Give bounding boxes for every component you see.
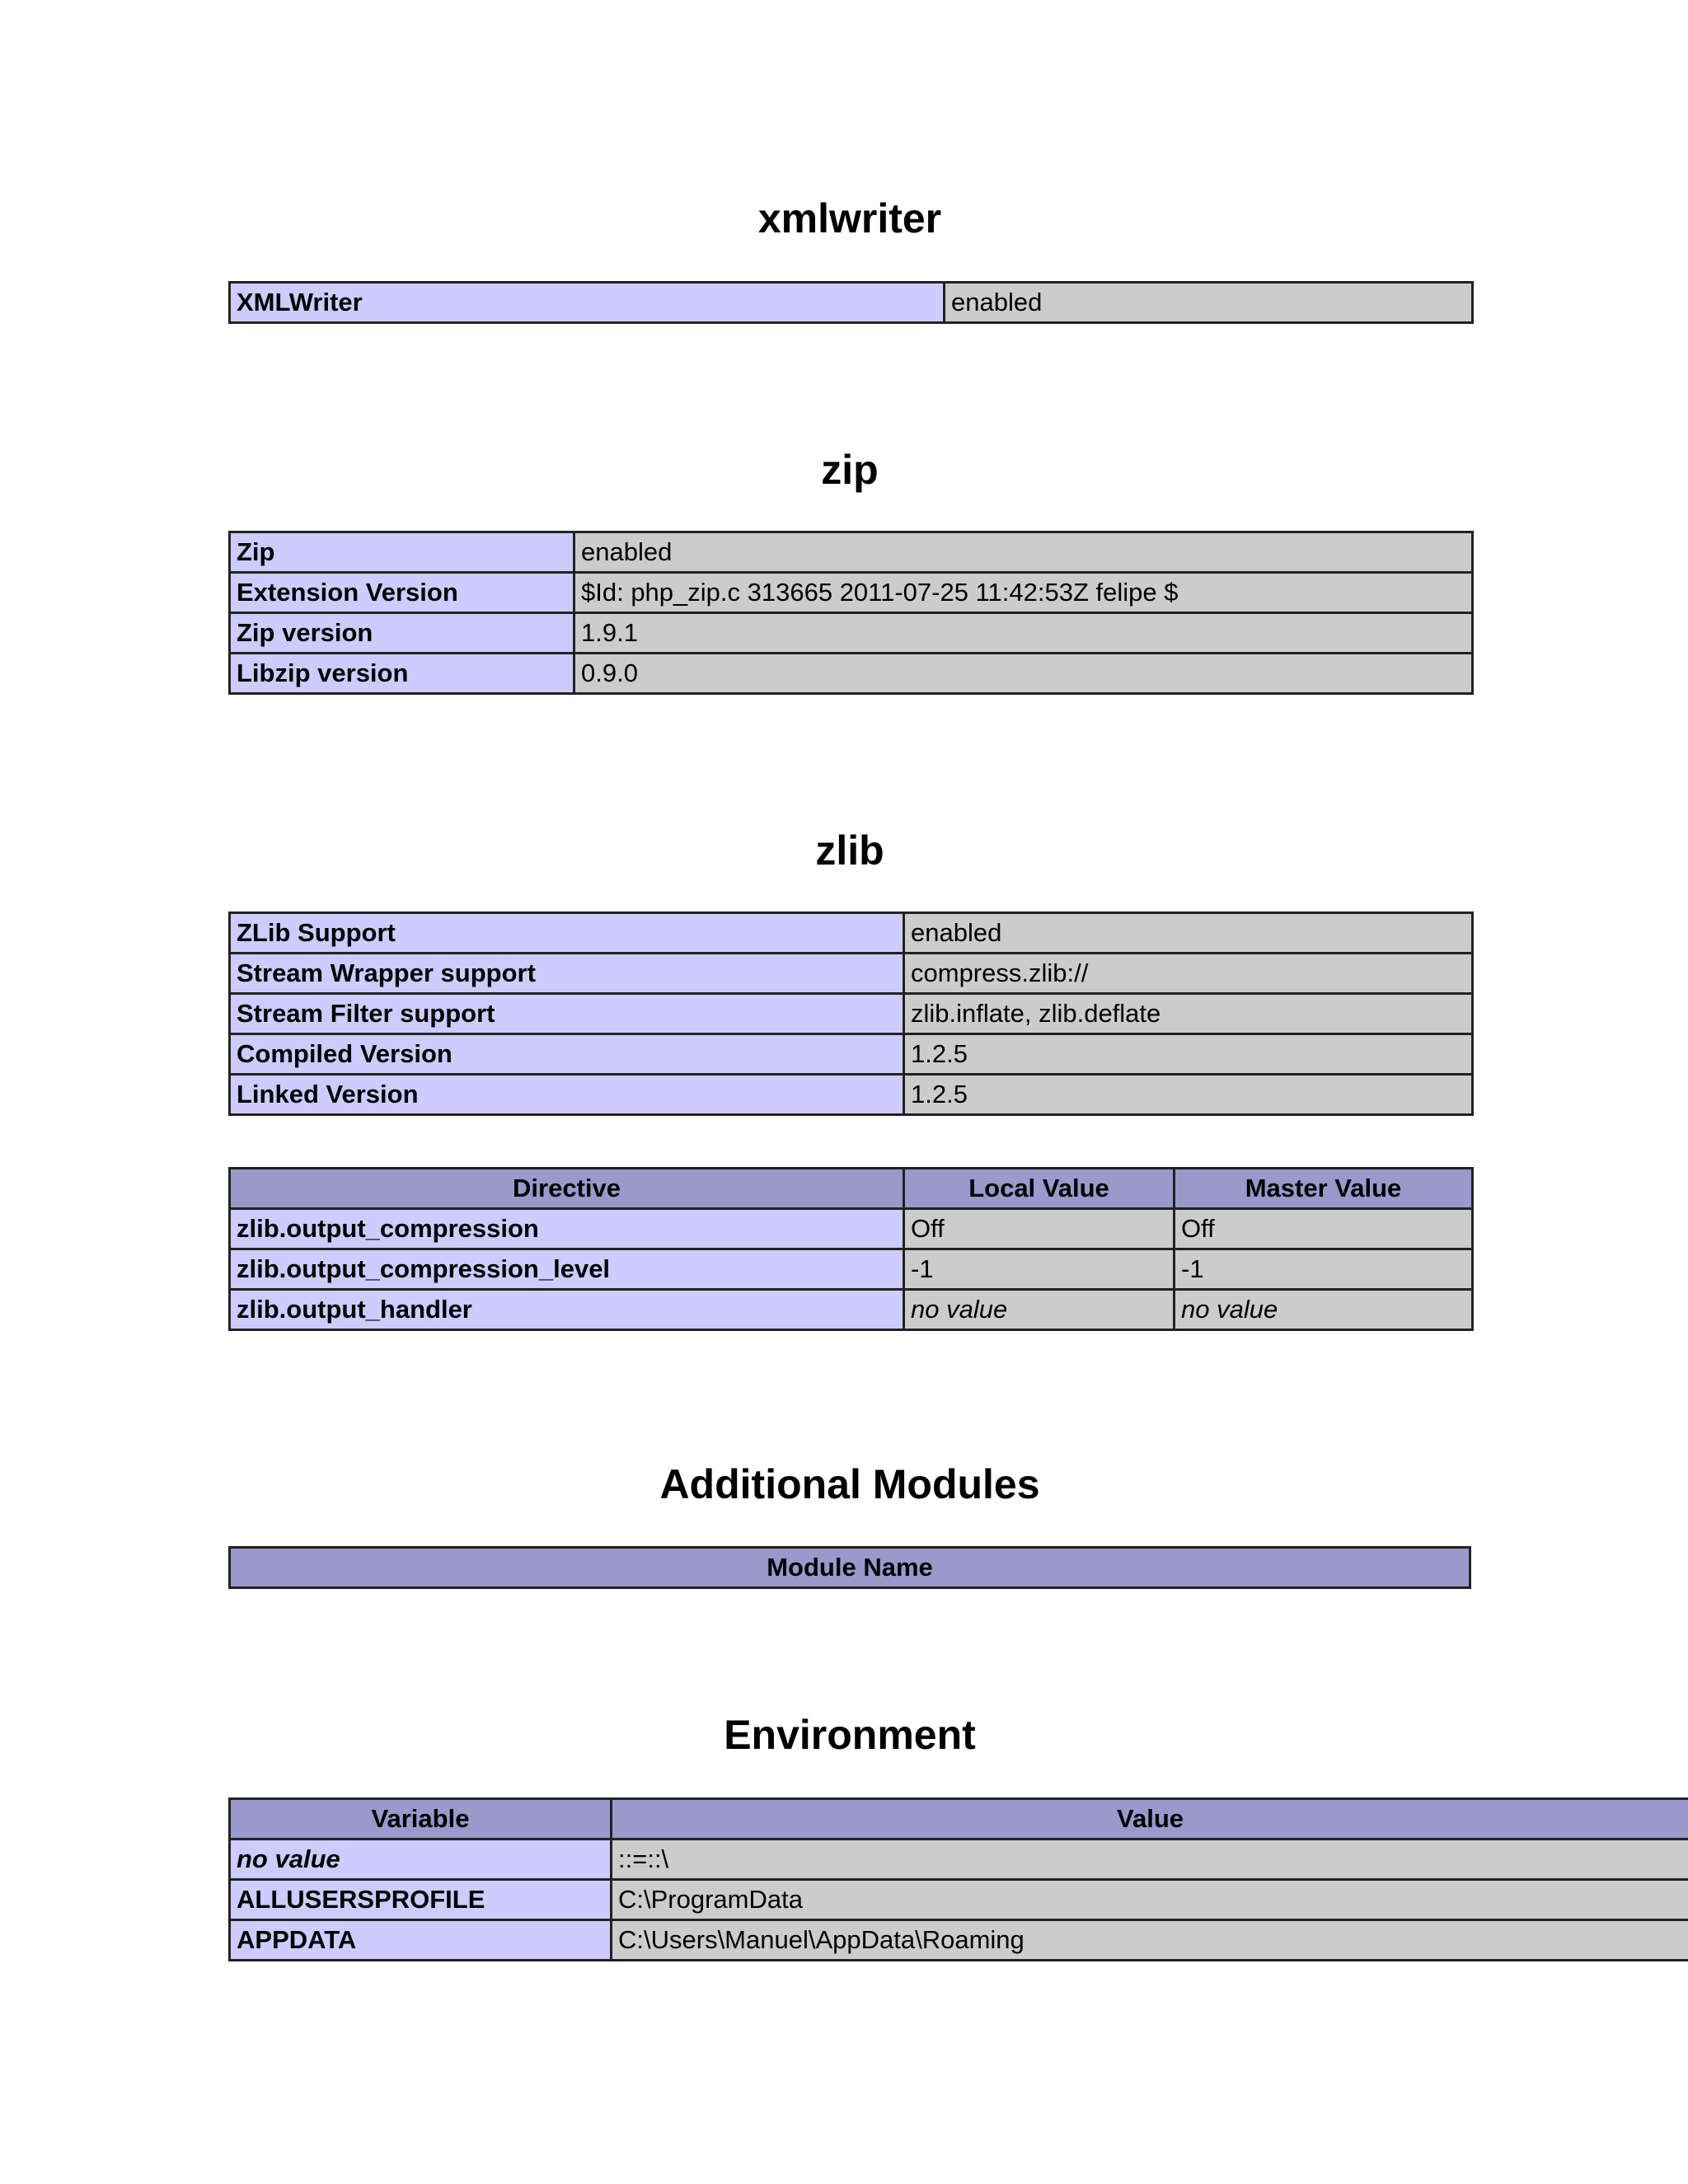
variable-name: APPDATA <box>230 1920 612 1961</box>
section-title-environment: Environment <box>724 1712 976 1758</box>
section-title-zlib: zlib <box>815 827 884 874</box>
master-value: -1 <box>1175 1249 1473 1290</box>
directive-name: zlib.output_compression <box>230 1209 904 1249</box>
row-value: 1.2.5 <box>904 1034 1473 1075</box>
table-row <box>230 954 1473 994</box>
table-row <box>230 1920 1688 1961</box>
row-label: Stream Wrapper support <box>230 954 904 994</box>
table-row <box>230 1209 1473 1249</box>
row-value: 0.9.0 <box>574 654 1473 694</box>
additional-modules-table <box>228 1546 1471 1589</box>
table-row <box>230 913 1473 954</box>
table-row <box>230 1034 1473 1075</box>
row-label: Zip <box>230 532 574 573</box>
local-value: Off <box>904 1209 1175 1249</box>
master-value: Off <box>1175 1209 1473 1249</box>
row-label: Linked Version <box>230 1075 904 1115</box>
row-value: 1.2.5 <box>904 1075 1473 1115</box>
table-row <box>230 1880 1688 1920</box>
row-value: zlib.inflate, zlib.deflate <box>904 994 1473 1034</box>
row-label: XMLWriter <box>230 283 945 323</box>
local-value: -1 <box>904 1249 1175 1290</box>
table-row <box>230 613 1473 654</box>
row-value: compress.zlib:// <box>904 954 1473 994</box>
column-header-master-value: Master Value <box>1175 1169 1473 1209</box>
environment-table <box>228 1797 1688 1961</box>
zip-table <box>228 531 1474 695</box>
row-value: 1.9.1 <box>574 613 1473 654</box>
zlib-directives-table <box>228 1167 1474 1331</box>
table-row <box>230 573 1473 613</box>
row-value: enabled <box>574 532 1473 573</box>
directive-name: zlib.output_handler <box>230 1290 904 1330</box>
column-header-local-value: Local Value <box>904 1169 1175 1209</box>
variable-name: ALLUSERSPROFILE <box>230 1880 612 1920</box>
table-row <box>230 532 1473 573</box>
table-row <box>230 1840 1688 1880</box>
master-value: no value <box>1175 1290 1473 1330</box>
variable-value: C:\Users\Manuel\AppData\Roaming <box>612 1920 1688 1961</box>
row-label: Extension Version <box>230 573 574 613</box>
table-row <box>230 1075 1473 1115</box>
row-label: Stream Filter support <box>230 994 904 1034</box>
row-label: Libzip version <box>230 654 574 694</box>
section-title-xmlwriter: xmlwriter <box>757 195 942 241</box>
row-value: $Id: php_zip.c 313665 2011-07-25 11:42:53Z felipe $ <box>574 573 1473 613</box>
column-header-variable: Variable <box>230 1799 612 1840</box>
variable-name: no value <box>230 1840 612 1880</box>
column-header-directive: Directive <box>230 1169 904 1209</box>
section-title-additional-modules: Additional Modules <box>659 1461 1040 1507</box>
row-value: enabled <box>945 283 1473 323</box>
local-value: no value <box>904 1290 1175 1330</box>
variable-value: C:\ProgramData <box>612 1880 1688 1920</box>
variable-value: ::=::\ <box>612 1840 1688 1880</box>
table-row <box>230 654 1473 694</box>
table-header-row <box>230 1799 1688 1840</box>
table-row <box>230 283 1473 323</box>
directive-name: zlib.output_compression_level <box>230 1249 904 1290</box>
table-header-row <box>230 1548 1470 1588</box>
table-row <box>230 1290 1473 1330</box>
column-header-module-name: Module Name <box>230 1548 1470 1588</box>
row-label: Zip version <box>230 613 574 654</box>
row-label: ZLib Support <box>230 913 904 954</box>
column-header-value: Value <box>612 1799 1688 1840</box>
zlib-table <box>228 912 1474 1116</box>
table-row <box>230 1249 1473 1290</box>
row-label: Compiled Version <box>230 1034 904 1075</box>
row-value: enabled <box>904 913 1473 954</box>
table-row <box>230 994 1473 1034</box>
xmlwriter-table <box>228 281 1474 324</box>
table-header-row <box>230 1169 1473 1209</box>
section-title-zip: zip <box>821 447 879 493</box>
